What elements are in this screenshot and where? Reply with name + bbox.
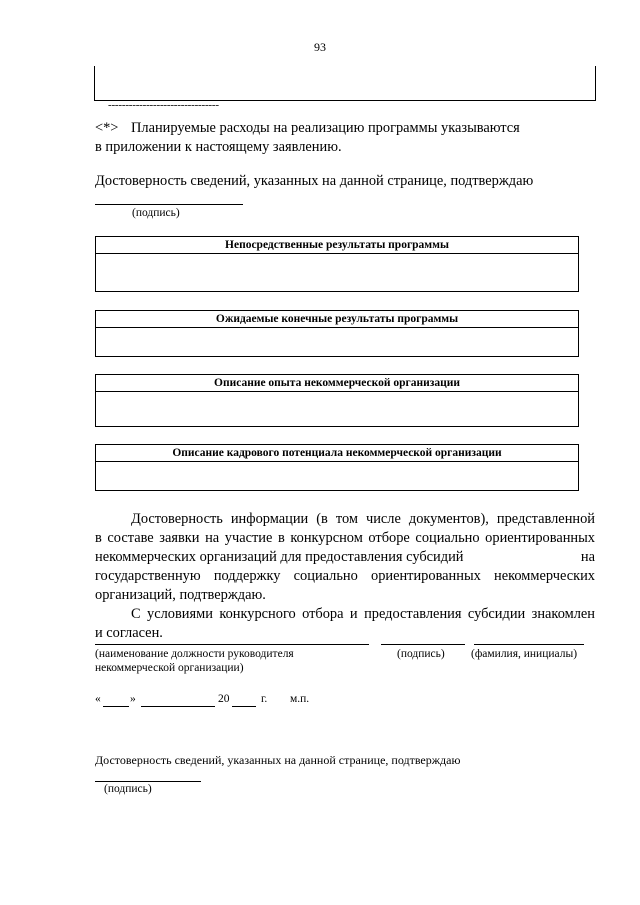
date-day-line — [103, 706, 129, 707]
date-month-line — [141, 706, 215, 707]
section-title: Ожидаемые конечные результаты программы — [96, 311, 578, 328]
position-caption-line-2: некоммерческой организации) — [95, 662, 244, 674]
position-caption — [95, 647, 294, 675]
page-number: 93 — [314, 40, 326, 54]
section-title: Непосредственные результаты программы — [96, 237, 578, 254]
confirm-top-text: Достоверность сведений, указанных на данной странице, подтверждаю — [95, 173, 534, 189]
name-line — [474, 644, 584, 645]
table-continuation-frame — [94, 66, 596, 101]
confirm-bottom-signature-caption: (подпись) — [104, 783, 152, 795]
name-caption: (фамилия, инициалы) — [471, 648, 578, 660]
position-caption-line-1: (наименование должности руководителя — [95, 648, 294, 660]
declaration-line-4: государственную поддержку социально ориентированных некоммерческих — [95, 568, 595, 584]
section-expected-results — [95, 310, 579, 357]
declaration-line-2: в составе заявки на участие в конкурсном отборе социально ориентированных — [95, 530, 595, 546]
signature-line — [381, 644, 465, 645]
declaration-line-5: организаций, подтверждаю. — [95, 587, 266, 603]
footnote-mark: <*> — [95, 120, 119, 136]
section-staff-potential — [95, 444, 579, 491]
date-close-quote: » — [130, 693, 136, 705]
declaration-line-3 — [95, 548, 595, 567]
position-line — [95, 644, 369, 645]
date-year-prefix: 20 — [218, 693, 230, 705]
date-year-suffix: г. — [261, 693, 268, 705]
signature-caption: (подпись) — [397, 648, 445, 660]
section-direct-results — [95, 236, 579, 292]
section-title: Описание кадрового потенциала некоммерческой организации — [96, 445, 578, 462]
footnote-separator: -------------------------------- — [108, 99, 219, 111]
footnote-line-1: Планируемые расходы на реализацию программы указываются — [131, 120, 520, 136]
footnote-line-2: в приложении к настоящему заявлению. — [95, 139, 342, 155]
declaration-line-1: Достоверность информации (в том числе документов), представленной — [131, 511, 595, 527]
declaration — [95, 510, 595, 643]
declaration-line-3a: некоммерческих организаций для предоставления субсидий — [95, 549, 464, 565]
declaration-line-3b: на — [580, 549, 595, 565]
confirm-bottom-text: Достоверность сведений, указанных на данной странице, подтверждаю — [95, 753, 461, 767]
declaration-line-7: и согласен. — [95, 625, 163, 641]
confirm-top-signature-caption: (подпись) — [132, 207, 180, 219]
stamp-label: м.п. — [290, 693, 310, 705]
declaration-line-6: С условиями конкурсного отбора и предоставления субсидии знакомлен — [131, 606, 595, 622]
footnote — [95, 119, 585, 157]
section-title: Описание опыта некоммерческой организации — [96, 375, 578, 392]
confirm-top-signature-line — [95, 204, 243, 205]
date-open-quote: « — [95, 693, 101, 705]
section-experience — [95, 374, 579, 427]
date-year-line — [232, 706, 256, 707]
